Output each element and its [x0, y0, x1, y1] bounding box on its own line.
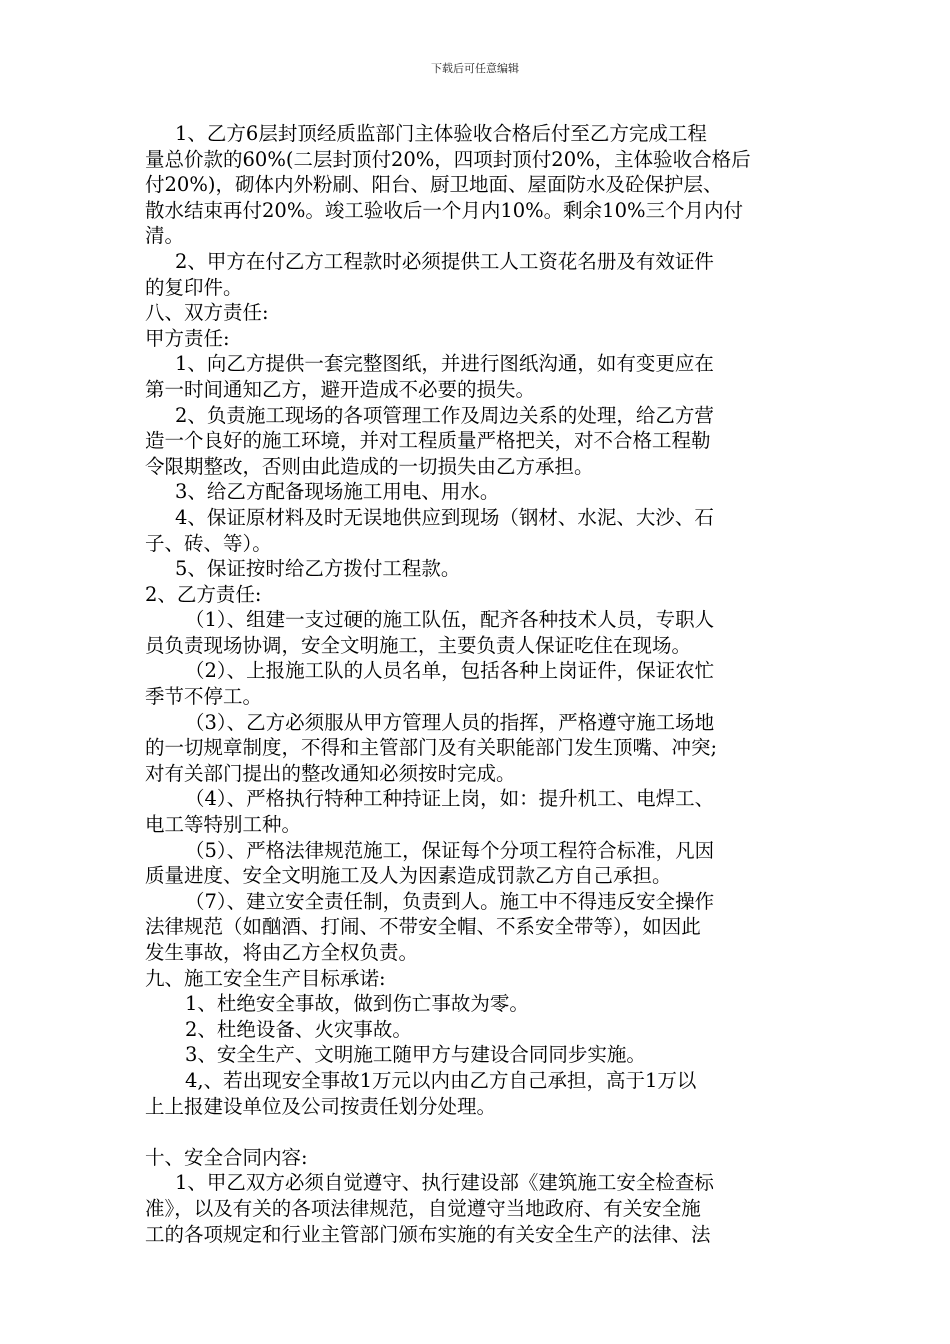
text-line: （1）、组建一支过硬的施工队伍，配齐各种技术人员，专职人: [185, 608, 715, 632]
text-line: 量总价款的60%(二层封顶付20%，四项封顶付20%，主体验收合格后: [145, 147, 751, 171]
text-line: 上上报建设单位及公司按责任划分处理。: [145, 1094, 497, 1118]
text-line: 的复印件。: [145, 275, 243, 299]
text-line: 5、保证按时给乙方拨付工程款。: [175, 557, 461, 581]
text-line: 八、双方责任:: [145, 301, 269, 325]
text-line: 第一时间通知乙方，避开造成不必要的损失。: [145, 377, 536, 401]
text-line: 子、砖、等）。: [145, 531, 272, 555]
text-line: 九、施工安全生产目标承诺:: [145, 966, 386, 990]
text-line: （7）、建立安全责任制，负责到人。施工中不得违反安全操作: [185, 889, 715, 913]
text-line: 付20%)，砌体内外粉刷、阳台、厨卫地面、屋面防水及砼保护层、: [145, 173, 723, 197]
blank-line: [145, 1119, 807, 1145]
text-line: 令限期整改，否则由此造成的一切损失由乙方承担。: [145, 454, 594, 478]
text-line: 3、给乙方配备现场施工用电、用水。: [175, 480, 500, 504]
text-line: 电工等特别工种。: [145, 813, 302, 837]
text-line: 准》，以及有关的各项法律规范，自觉遵守当地政府、有关安全施: [145, 1196, 701, 1220]
text-line: 对有关部门提出的整改通知必须按时完成。: [145, 761, 516, 785]
text-line: 2、负责施工现场的各项管理工作及周边关系的处理，给乙方营: [175, 403, 714, 427]
text-line: （4）、严格执行特种工种持证上岗，如：提升机工、电焊工、: [185, 787, 715, 811]
text-line: 造一个良好的施工环境，并对工程质量严格把关，对不合格工程勒: [145, 429, 711, 453]
text-line: （5）、严格法律规范施工，保证每个分项工程符合标准，凡因: [185, 838, 715, 862]
text-line: 1、乙方6层封顶经质监部门主体验收合格后付至乙方完成工程: [175, 122, 707, 145]
text-line: 1、杜绝安全事故，做到伤亡事故为零。: [185, 992, 529, 1016]
text-line: 2、杜绝设备、火灾事故。: [185, 1017, 412, 1041]
text-line: 十、安全合同内容:: [145, 1145, 308, 1169]
text-line: 法律规范（如酗酒、打闹、不带安全帽、不系安全带等），如因此: [145, 915, 701, 939]
document-body: [145, 121, 807, 1247]
text-line: 4,、若出现安全事故1万元以内由乙方自己承担，高于1万以: [185, 1068, 697, 1092]
text-line: 1、向乙方提供一套完整图纸，并进行图纸沟通，如有变更应在: [175, 352, 714, 376]
text-line: 3、安全生产、文明施工随甲方与建设合同同步实施。: [185, 1043, 646, 1067]
text-line: 季节不停工。: [145, 685, 263, 709]
text-line: 工的各项规定和行业主管部门颁布实施的有关安全生产的法律、法: [145, 1222, 711, 1246]
text-line: 散水结束再付20%。竣工验收后一个月内10%。剩余10%三个月内付: [145, 198, 744, 222]
text-line: 2、乙方责任:: [145, 582, 262, 606]
text-line: 质量进度、安全文明施工及人为因素造成罚款乙方自己承担。: [145, 864, 672, 888]
text-line: 发生事故，将由乙方全权负责。: [145, 941, 419, 964]
text-line: 的一切规章制度，不得和主管部门及有关职能部门发生顶嘴、冲突;: [145, 736, 718, 760]
text-line: 员负责现场协调，安全文明施工，主要负责人保证吃住在现场。: [145, 633, 692, 657]
page-header: 下载后可任意编辑: [431, 62, 519, 75]
text-line: （3）、乙方必须服从甲方管理人员的指挥，严格遵守施工场地: [185, 710, 715, 734]
text-line: 清。: [145, 224, 185, 248]
text-line: （2）、上报施工队的人员名单，包括各种上岗证件，保证农忙: [185, 659, 715, 683]
text-line: 甲方责任:: [145, 326, 230, 350]
text-line: 2、甲方在付乙方工程款时必须提供工人工资花名册及有效证件: [175, 249, 714, 273]
text-line: 1、甲乙双方必须自觉遵守、执行建设部《建筑施工安全检查标: [175, 1171, 714, 1195]
text-line: 4、保证原材料及时无误地供应到现场（钢材、水泥、大沙、石: [175, 505, 714, 529]
